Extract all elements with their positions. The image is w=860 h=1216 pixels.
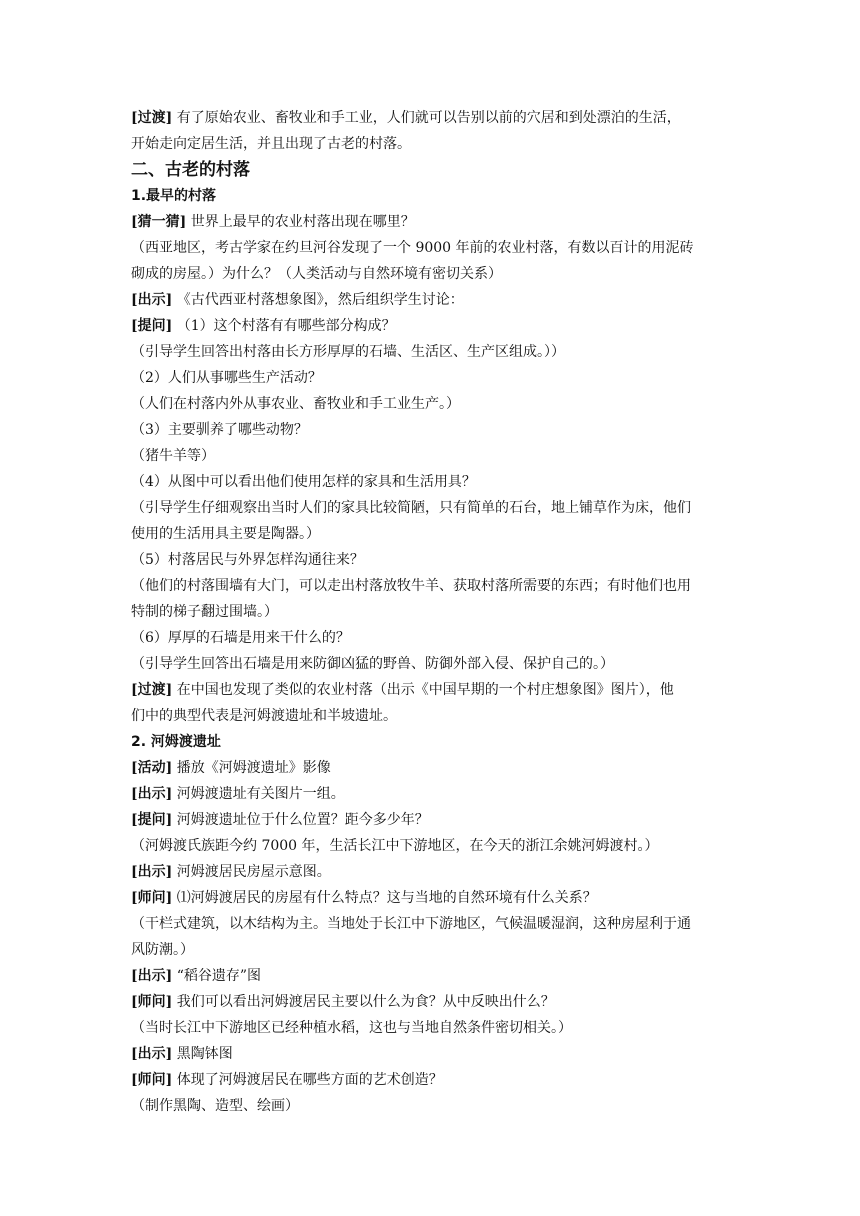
line-text: （引导学生回答出村落由长方形厚厚的石墙、生活区、生产区组成。）） [131,344,565,360]
text-line [131,755,731,781]
text-line [131,1015,731,1041]
text-line [131,339,731,365]
line-text: （1）这个村落有有哪些部分构成？ [172,318,396,334]
activity-tag: [出示] [131,786,173,802]
line-text: 开始走向定居生活，并且出现了古老的村落。 [131,136,411,152]
text-line [131,937,731,963]
text-line [131,1041,731,1067]
line-text: 《古代西亚村落想象图》，然后组织学生讨论： [172,292,464,308]
line-text: 黑陶钵图 [172,1046,233,1062]
text-line [131,313,731,339]
line-text: （西亚地区，考古学家在约旦河谷发现了一个 9000 年前的农业村落，有数以百计的用泥砖 [131,240,694,256]
line-text: （4）从图中可以看出他们使用怎样的家具和生活用具？ [131,474,476,490]
text-line [131,963,731,989]
text-line [131,677,731,703]
line-text: 我们可以看出河姆渡居民主要以什么为食？从中反映出什么？ [172,994,555,1010]
line-text: 世界上最早的农业村落出现在哪里？ [186,214,415,230]
line-text: ⑴河姆渡居民的房屋有什么特点？这与当地的自然环境有什么关系？ [172,890,597,906]
text-line [131,547,731,573]
line-text: （6）厚厚的石墙是用来干什么的？ [131,630,350,646]
line-text: （引导学生仔细观察出当时人们的家具比较简陋，只有简单的石台，地上铺草作为床，他们 [131,500,691,516]
activity-tag: [出示] [131,968,173,984]
lesson-content [131,105,731,1119]
line-text: （他们的村落围墙有大门，可以走出村落放牧牛羊、获取村落所需要的东西；有时他们也用 [131,578,691,594]
line-text: 河姆渡居民房屋示意图。 [172,864,331,880]
activity-tag: [提问] [131,318,173,334]
text-line [131,287,731,313]
line-text: 体现了河姆渡居民在哪些方面的艺术创造？ [172,1072,443,1088]
line-text: （3）主要驯养了哪些动物？ [131,422,308,438]
activity-tag: [出示] [131,292,173,308]
activity-tag: [师问] [131,1072,173,1088]
text-line [131,105,731,131]
line-text: 们中的典型代表是河姆渡遗址和半坡遗址。 [131,708,397,724]
text-line [131,235,731,261]
text-line [131,859,731,885]
line-text: （2）人们从事哪些生产活动？ [131,370,322,386]
line-text: （制作黑陶、造型、绘画） [131,1098,299,1114]
activity-tag: [出示] [131,1046,173,1062]
text-line [131,521,731,547]
text-line [131,651,731,677]
line-text: （引导学生回答出石墙是用来防御凶猛的野兽、防御外部入侵、保护自己的。） [131,656,614,672]
text-line [131,1093,731,1119]
text-line [131,911,731,937]
text-line [131,781,731,807]
text-line [131,989,731,1015]
section-heading: 二、古老的村落 [131,160,250,180]
activity-tag: [过渡] [131,110,173,126]
text-line [131,625,731,651]
line-text: 特制的梯子翻过围墙。） [131,604,278,620]
line-text: （5）村落居民与外界怎样沟通往来？ [131,552,364,568]
line-text: 使用的生活用具主要是陶器。） [131,526,320,542]
text-line [131,469,731,495]
text-line [131,885,731,911]
line-text: 播放《河姆渡遗址》影像 [172,760,331,776]
text-line [131,131,731,157]
line-text: 砌成的房屋。）为什么？（人类活动与自然环境有密切关系） [131,266,502,282]
line-text: 有了原始农业、畜牧业和手工业，人们就可以告别以前的穴居和到处漂泊的生活， [172,110,681,126]
text-line [131,443,731,469]
line-text: 河姆渡遗址位于什么位置？距今多少年？ [172,812,429,828]
activity-tag: [出示] [131,864,173,880]
line-text: （河姆渡氏族距今约 7000 年，生活长江中下游地区，在今天的浙江余姚河姆渡村。） [131,838,659,854]
line-text: （当时长江中下游地区已经种植水稻，这也与当地自然条件密切相关。） [131,1020,572,1036]
text-line [131,391,731,417]
line-text: 在中国也发现了类似的农业村落（出示《中国早期的一个村庄想象图》图片），他 [172,682,674,698]
line-text: （人们在村落内外从事农业、畜牧业和手工业生产。） [131,396,460,412]
activity-tag: [过渡] [131,682,173,698]
activity-tag: [师问] [131,994,173,1010]
activity-tag: [师问] [131,890,173,906]
line-text: 河姆渡遗址有关图片一组。 [172,786,345,802]
text-line [131,365,731,391]
line-text: “稻谷遗存”图 [172,968,262,984]
text-line [131,495,731,521]
text-line [131,261,731,287]
line-text: （猪牛羊等） [131,448,215,464]
subsection-heading: 2. 河姆渡遗址 [131,734,221,750]
line-text: 风防潮。） [131,942,194,958]
line-text: （干栏式建筑，以木结构为主。当地处于长江中下游地区，气候温暖湿润，这种房屋利于通 [131,916,691,932]
activity-tag: [猜一猜] [131,214,187,230]
text-line [131,833,731,859]
text-line [131,703,731,729]
subsection-heading: 1.最早的村落 [131,188,217,204]
activity-tag: [提问] [131,812,173,828]
text-line [131,417,731,443]
text-line [131,209,731,235]
text-line [131,599,731,625]
text-line [131,573,731,599]
text-line [131,1067,731,1093]
activity-tag: [活动] [131,760,173,776]
text-line [131,807,731,833]
